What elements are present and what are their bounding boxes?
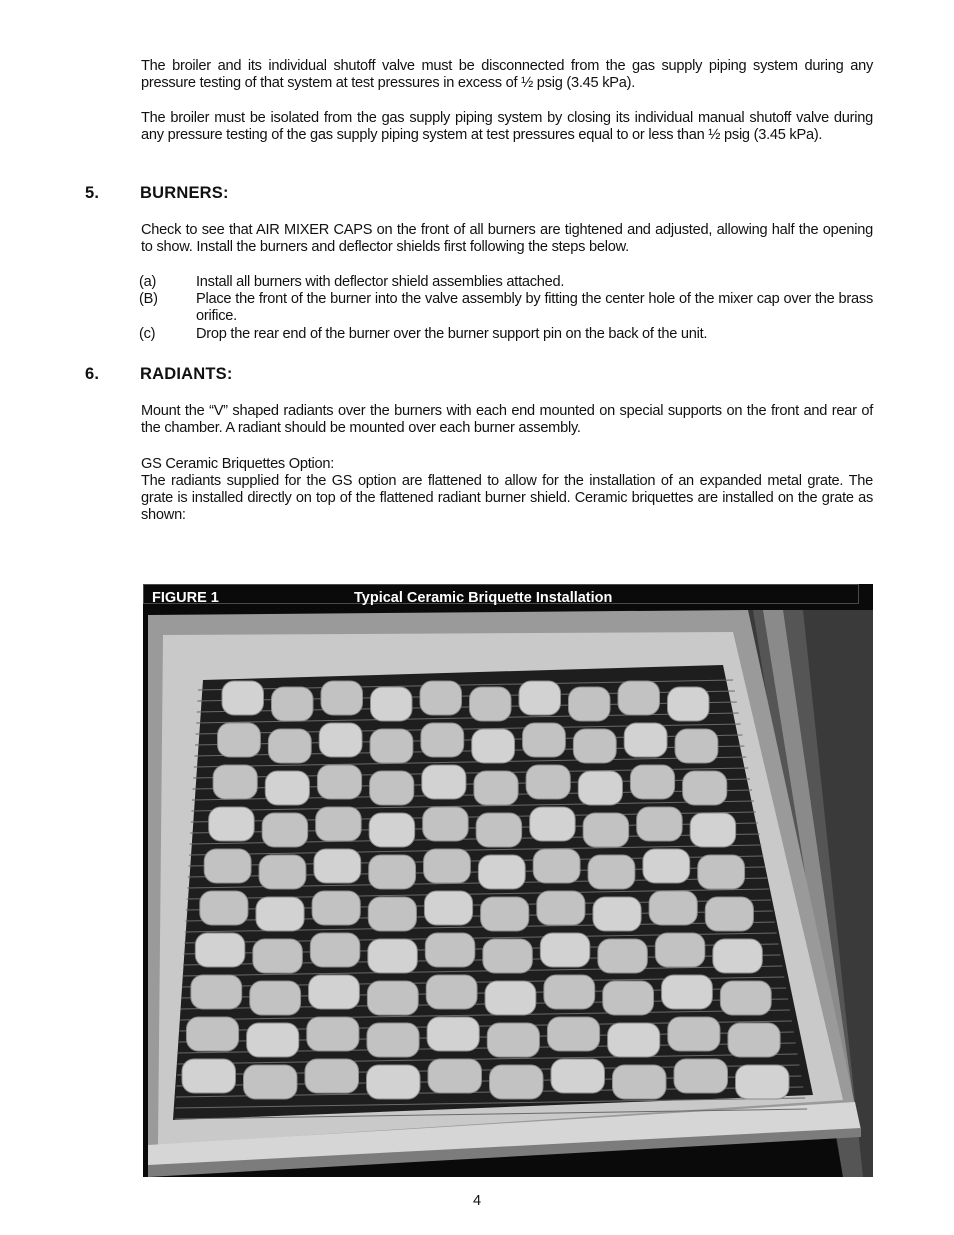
briquette: [476, 813, 521, 847]
briquette: [573, 729, 616, 763]
briquette: [250, 981, 301, 1015]
section-heading-radiants: [85, 365, 385, 385]
option-paragraph: The radiants supplied for the GS option are flattened to allow for the installation of an expanded metal grate. The grate is installed directly on top of the flattened radiant burner shield. Ceramic briquettes are installed on the grate as shown:: [141, 473, 873, 524]
briquette: [265, 771, 309, 805]
briquette: [423, 807, 469, 841]
briquette: [683, 771, 727, 805]
briquette: [182, 1059, 236, 1093]
step-label: (B): [139, 291, 158, 307]
briquette: [367, 981, 418, 1015]
burners-paragraph: Check to see that AIR MIXER CAPS on the front of all burners are tightened and adjusted, allowing half the opening to show. Install the burners and deflector shields first following the steps below.: [141, 222, 873, 256]
figure-1: [143, 584, 873, 1177]
briquette: [424, 849, 471, 883]
briquette: [720, 981, 771, 1015]
briquette-grate-photo: [143, 610, 873, 1177]
briquette: [523, 723, 566, 757]
briquette: [643, 849, 690, 883]
briquette: [317, 765, 361, 799]
figure-header: [143, 584, 859, 604]
briquette: [483, 939, 533, 973]
briquette: [713, 939, 763, 973]
briquette: [421, 723, 464, 757]
briquette: [649, 891, 697, 925]
briquette: [668, 687, 710, 721]
briquette: [218, 723, 261, 757]
briquette: [204, 849, 251, 883]
briquette: [312, 891, 360, 925]
briquette: [369, 813, 415, 847]
page-number: 4: [472, 1193, 482, 1209]
briquette: [259, 855, 306, 889]
option-title: GS Ceramic Briquettes Option:: [141, 456, 335, 472]
briquette: [485, 981, 536, 1015]
briquette: [472, 729, 515, 763]
briquette: [321, 681, 363, 715]
briquette: [316, 807, 362, 841]
briquette: [478, 855, 525, 889]
briquette: [186, 1017, 238, 1051]
briquette: [370, 771, 414, 805]
briquette: [526, 765, 570, 799]
briquette: [547, 1017, 599, 1051]
briquette: [637, 807, 683, 841]
briquette: [736, 1065, 790, 1099]
briquette: [608, 1023, 660, 1057]
briquette: [537, 891, 585, 925]
briquette: [578, 771, 622, 805]
briquette: [487, 1023, 539, 1057]
briquette: [367, 1023, 419, 1057]
briquette: [603, 981, 654, 1015]
radiants-paragraph: Mount the “V” shaped radiants over the burners with each end mounted on special supports on the front and rear of the chamber. A radiant should be mounted over each burner assembly.: [141, 403, 873, 437]
section-title: BURNERS:: [140, 184, 229, 202]
step-text: Install all burners with deflector shield assemblies attached.: [196, 274, 565, 290]
briquette: [426, 975, 477, 1009]
briquette: [222, 681, 264, 715]
briquette: [519, 681, 561, 715]
briquette: [213, 765, 257, 799]
briquette: [422, 765, 466, 799]
briquette: [367, 1065, 421, 1099]
briquette: [698, 855, 745, 889]
briquette: [307, 1017, 359, 1051]
briquette: [244, 1065, 298, 1099]
briquette: [583, 813, 629, 847]
section-heading-burners: [85, 184, 385, 204]
briquette: [613, 1065, 667, 1099]
briquette: [655, 933, 705, 967]
briquette: [247, 1023, 299, 1057]
briquette: [533, 849, 580, 883]
briquette: [371, 687, 413, 721]
step-text: Drop the rear end of the burner over the burner support pin on the back of the unit.: [196, 326, 708, 342]
briquette: [200, 891, 248, 925]
briquette: [540, 933, 590, 967]
briquette: [598, 939, 648, 973]
briquette: [674, 1059, 728, 1093]
briquette: [530, 807, 576, 841]
briquette: [209, 807, 255, 841]
briquette: [253, 939, 303, 973]
briquette: [256, 897, 304, 931]
briquette: [474, 771, 518, 805]
briquette: [319, 723, 362, 757]
briquette: [490, 1065, 544, 1099]
briquette: [428, 1059, 482, 1093]
briquette: [309, 975, 360, 1009]
step-label: (c): [139, 326, 156, 342]
briquette: [427, 1017, 479, 1051]
briquette: [588, 855, 635, 889]
briquette: [662, 975, 713, 1009]
step-text: Place the front of the burner into the valve assembly by fitting the center hole of the mixer cap over the brass orifice.: [196, 291, 873, 325]
briquette: [569, 687, 611, 721]
figure-title: Typical Ceramic Briquette Installation: [354, 590, 613, 606]
intro-paragraph-1: The broiler and its individual shutoff valve must be disconnected from the gas supply piping system during any pressure testing of that system at test pressures in excess of ½ psig (3.45 kPa).: [141, 58, 873, 92]
section-number: 6.: [85, 365, 100, 383]
briquette: [268, 729, 311, 763]
briquette: [425, 933, 475, 967]
intro-paragraph-2: The broiler must be isolated from the gas supply piping system by closing its individual manual shutoff valve during any pressure testing of the gas supply piping system at test pressures equal to or less than ½ psig (3.45 kPa).: [141, 110, 873, 144]
section-number: 5.: [85, 184, 100, 202]
step-label: (a): [139, 274, 157, 290]
briquette: [544, 975, 595, 1009]
briquette: [424, 891, 472, 925]
briquette: [369, 855, 416, 889]
briquette: [195, 933, 245, 967]
briquette: [618, 681, 660, 715]
briquette: [370, 729, 413, 763]
briquette: [593, 897, 641, 931]
briquette: [624, 723, 667, 757]
briquette: [728, 1023, 780, 1057]
briquette: [690, 813, 736, 847]
briquette: [675, 729, 718, 763]
briquette: [481, 897, 529, 931]
briquette: [191, 975, 242, 1009]
figure-label: FIGURE 1: [152, 590, 219, 606]
briquette: [272, 687, 314, 721]
briquette: [314, 849, 361, 883]
briquette: [470, 687, 512, 721]
briquette: [305, 1059, 359, 1093]
briquette: [262, 813, 308, 847]
briquette: [368, 939, 418, 973]
briquette: [368, 897, 416, 931]
briquette: [668, 1017, 720, 1051]
section-title: RADIANTS:: [140, 365, 233, 383]
briquette: [420, 681, 462, 715]
briquette: [630, 765, 674, 799]
briquette: [551, 1059, 605, 1093]
briquette: [705, 897, 753, 931]
briquette: [310, 933, 360, 967]
